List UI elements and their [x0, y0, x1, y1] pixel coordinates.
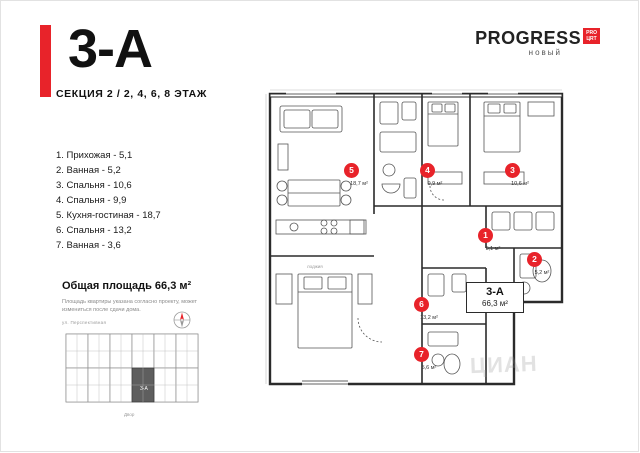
plan-summary-badge — [466, 282, 524, 313]
brand-badge — [583, 28, 600, 44]
accent-bar — [40, 25, 51, 97]
room-area-3: 10,6 м² — [511, 181, 529, 187]
brand-name: PROGRESS — [475, 28, 582, 48]
plan-summary-area: 66,3 м² — [482, 299, 508, 308]
building-key-plan — [62, 320, 202, 417]
room-marker-4[interactable]: 4 — [420, 163, 435, 178]
room-area-4: 9,9 м² — [427, 181, 443, 187]
compass-icon — [172, 310, 192, 330]
list-item: 2. Ванная - 5,2 — [56, 165, 121, 176]
key-plan-drawing — [62, 328, 202, 410]
disclaimer-text: Площадь квартиры указана согласно проекту, может измениться после сдачи дома. — [62, 299, 198, 313]
room-area-7: 5,6 м² — [421, 365, 437, 371]
brand-badge-line2: ЦRT — [586, 36, 597, 42]
list-item: 3. Спальня - 10,6 — [56, 180, 132, 191]
key-plan-street-label: ул. Перспективная — [62, 320, 107, 325]
list-item: 1. Прихожая - 5,1 — [56, 150, 133, 161]
room-marker-1[interactable]: 1 — [478, 228, 493, 243]
brand-logo — [475, 28, 600, 57]
plan-summary-title: 3-А — [486, 286, 504, 298]
apartment-floorplan — [262, 88, 592, 403]
room-marker-3[interactable]: 3 — [505, 163, 520, 178]
room-area-6: 13,2 м² — [420, 315, 438, 321]
key-plan-yard-label: Двор — [124, 412, 135, 417]
list-item: 7. Ванная - 3,6 — [56, 240, 121, 251]
list-item: 4. Спальня - 9,9 — [56, 195, 127, 206]
svg-text:лоджия: лоджия — [307, 264, 323, 269]
svg-text:3-А: 3-А — [140, 386, 148, 392]
room-area-2: 5,2 м² — [534, 270, 550, 276]
brand-badge-line1: PRO — [586, 30, 597, 36]
room-marker-2[interactable]: 2 — [527, 252, 542, 267]
list-item: 5. Кухня-гостиная - 18,7 — [56, 210, 161, 221]
room-marker-7[interactable]: 7 — [414, 347, 429, 362]
brand-tagline: новый — [528, 48, 562, 57]
list-item: 6. Спальня - 13,2 — [56, 225, 132, 236]
watermark: ЦИАН — [469, 350, 539, 379]
rooms-legend — [56, 148, 256, 253]
total-area-label: Общая площадь 66,3 м² — [62, 280, 192, 292]
room-marker-6[interactable]: 6 — [414, 297, 429, 312]
section-floors-label: СЕКЦИЯ 2 / 2, 4, 6, 8 ЭТАЖ — [56, 88, 207, 100]
room-area-1: 5,1 м² — [485, 246, 501, 252]
page-title: 3-А — [68, 19, 153, 79]
room-marker-5[interactable]: 5 — [344, 163, 359, 178]
room-area-5: 18,7 м² — [350, 181, 368, 187]
